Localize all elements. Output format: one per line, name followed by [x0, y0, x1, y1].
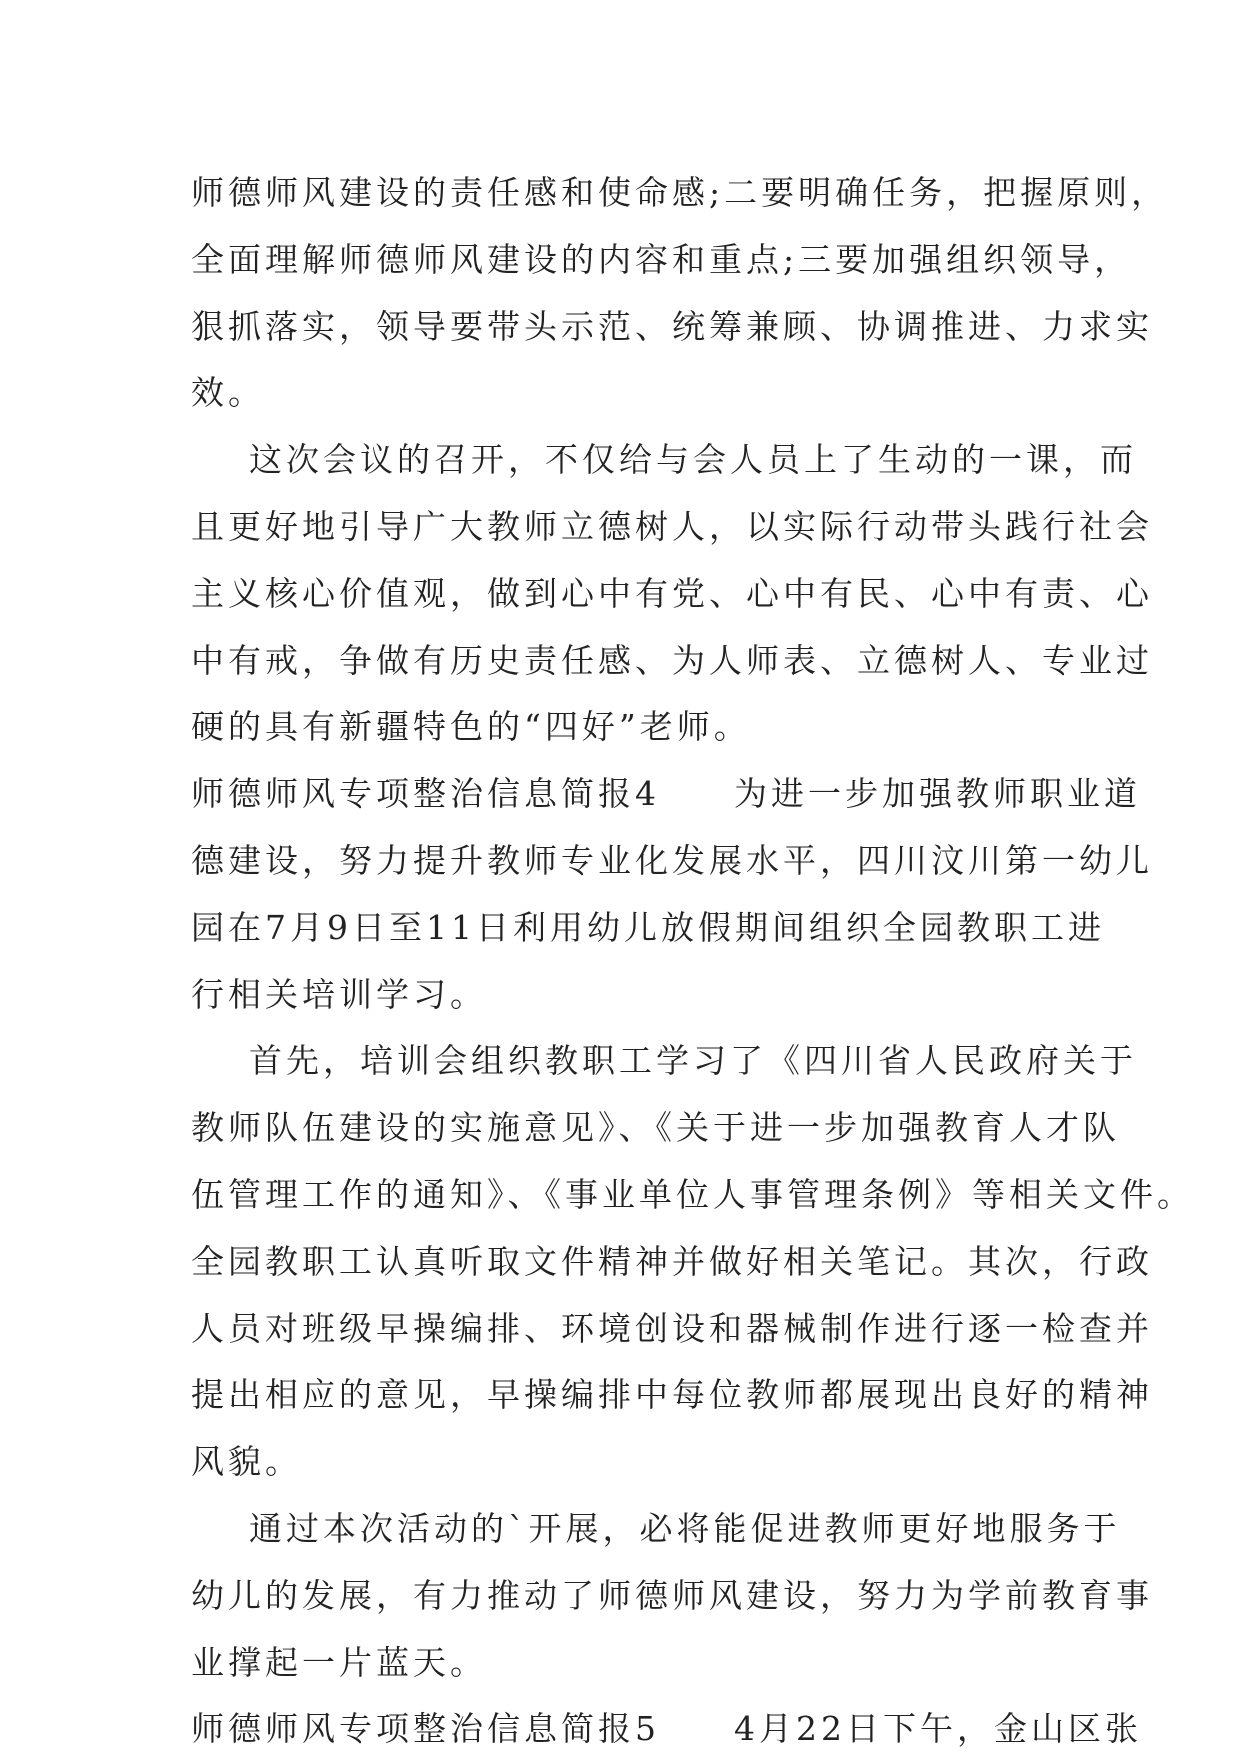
text-line: 通过本次活动的`开展，必将能促进教师更好地服务于	[191, 1508, 1121, 1548]
text-line: 硬的具有新疆特色的“四好”老师。	[191, 707, 751, 747]
text-line: 行相关培训学习。	[191, 974, 487, 1014]
text-line: 师德师风建设的责任感和使命感;二要明确任务，把握原则，	[191, 173, 1169, 212]
text-line: 业撑起一片蓝天。	[191, 1642, 487, 1682]
text-line: 中有戒，争做有历史责任感、为人师表、立德树人、专业过	[191, 640, 1153, 680]
text-line: 且更好地引导广大教师立德树人，以实际行动带头践行社会	[191, 506, 1153, 546]
text-line: 德建设，努力提升教师专业化发展水平，四川汶川第一幼儿	[191, 840, 1153, 880]
text-line: 教师队伍建设的实施意见》、《关于进一步加强教育人才队	[191, 1108, 1120, 1148]
text-line: 效。	[191, 373, 265, 413]
text-line: 首先，培训会组织教职工学习了《四川省人民政府关于	[191, 1041, 1137, 1081]
text-line: 主义核心价值观，做到心中有党、心中有民、心中有责、心	[191, 573, 1153, 613]
section-heading-line: 师德师风专项整治信息简报4 为进一步加强教师职业道	[191, 774, 1141, 814]
text-line: 全面理解师德师风建设的内容和重点;三要加强组织领导，	[191, 239, 1132, 279]
text-line: 幼儿的发展，有力推动了师德师风建设，努力为学前教育事	[191, 1575, 1153, 1615]
text-line: 人员对班级早操编排、环境创设和器械制作进行逐一检查并	[191, 1308, 1153, 1348]
text-line: 这次会议的召开，不仅给与会人员上了生动的一课，而	[191, 440, 1137, 480]
document-body	[191, 160, 1194, 1763]
text-line: 伍管理工作的通知》、《事业单位人事管理条例》等相关文件。	[191, 1174, 1194, 1214]
text-line: 全园教职工认真听取文件精神并做好相关笔记。其次，行政	[191, 1241, 1153, 1281]
text-line: 风貌。	[191, 1442, 302, 1482]
text-line: 提出相应的意见，早操编排中每位教师都展现出良好的精神	[191, 1375, 1153, 1415]
text-line: 狠抓落实，领导要带头示范、统筹兼顾、协调推进、力求实	[191, 306, 1153, 346]
text-line: 园在7月9日至11日利用幼儿放假期间组织全园教职工进	[191, 907, 1105, 947]
section-heading-line: 师德师风专项整治信息简报5 4月22日下午，金山区张	[191, 1709, 1142, 1749]
